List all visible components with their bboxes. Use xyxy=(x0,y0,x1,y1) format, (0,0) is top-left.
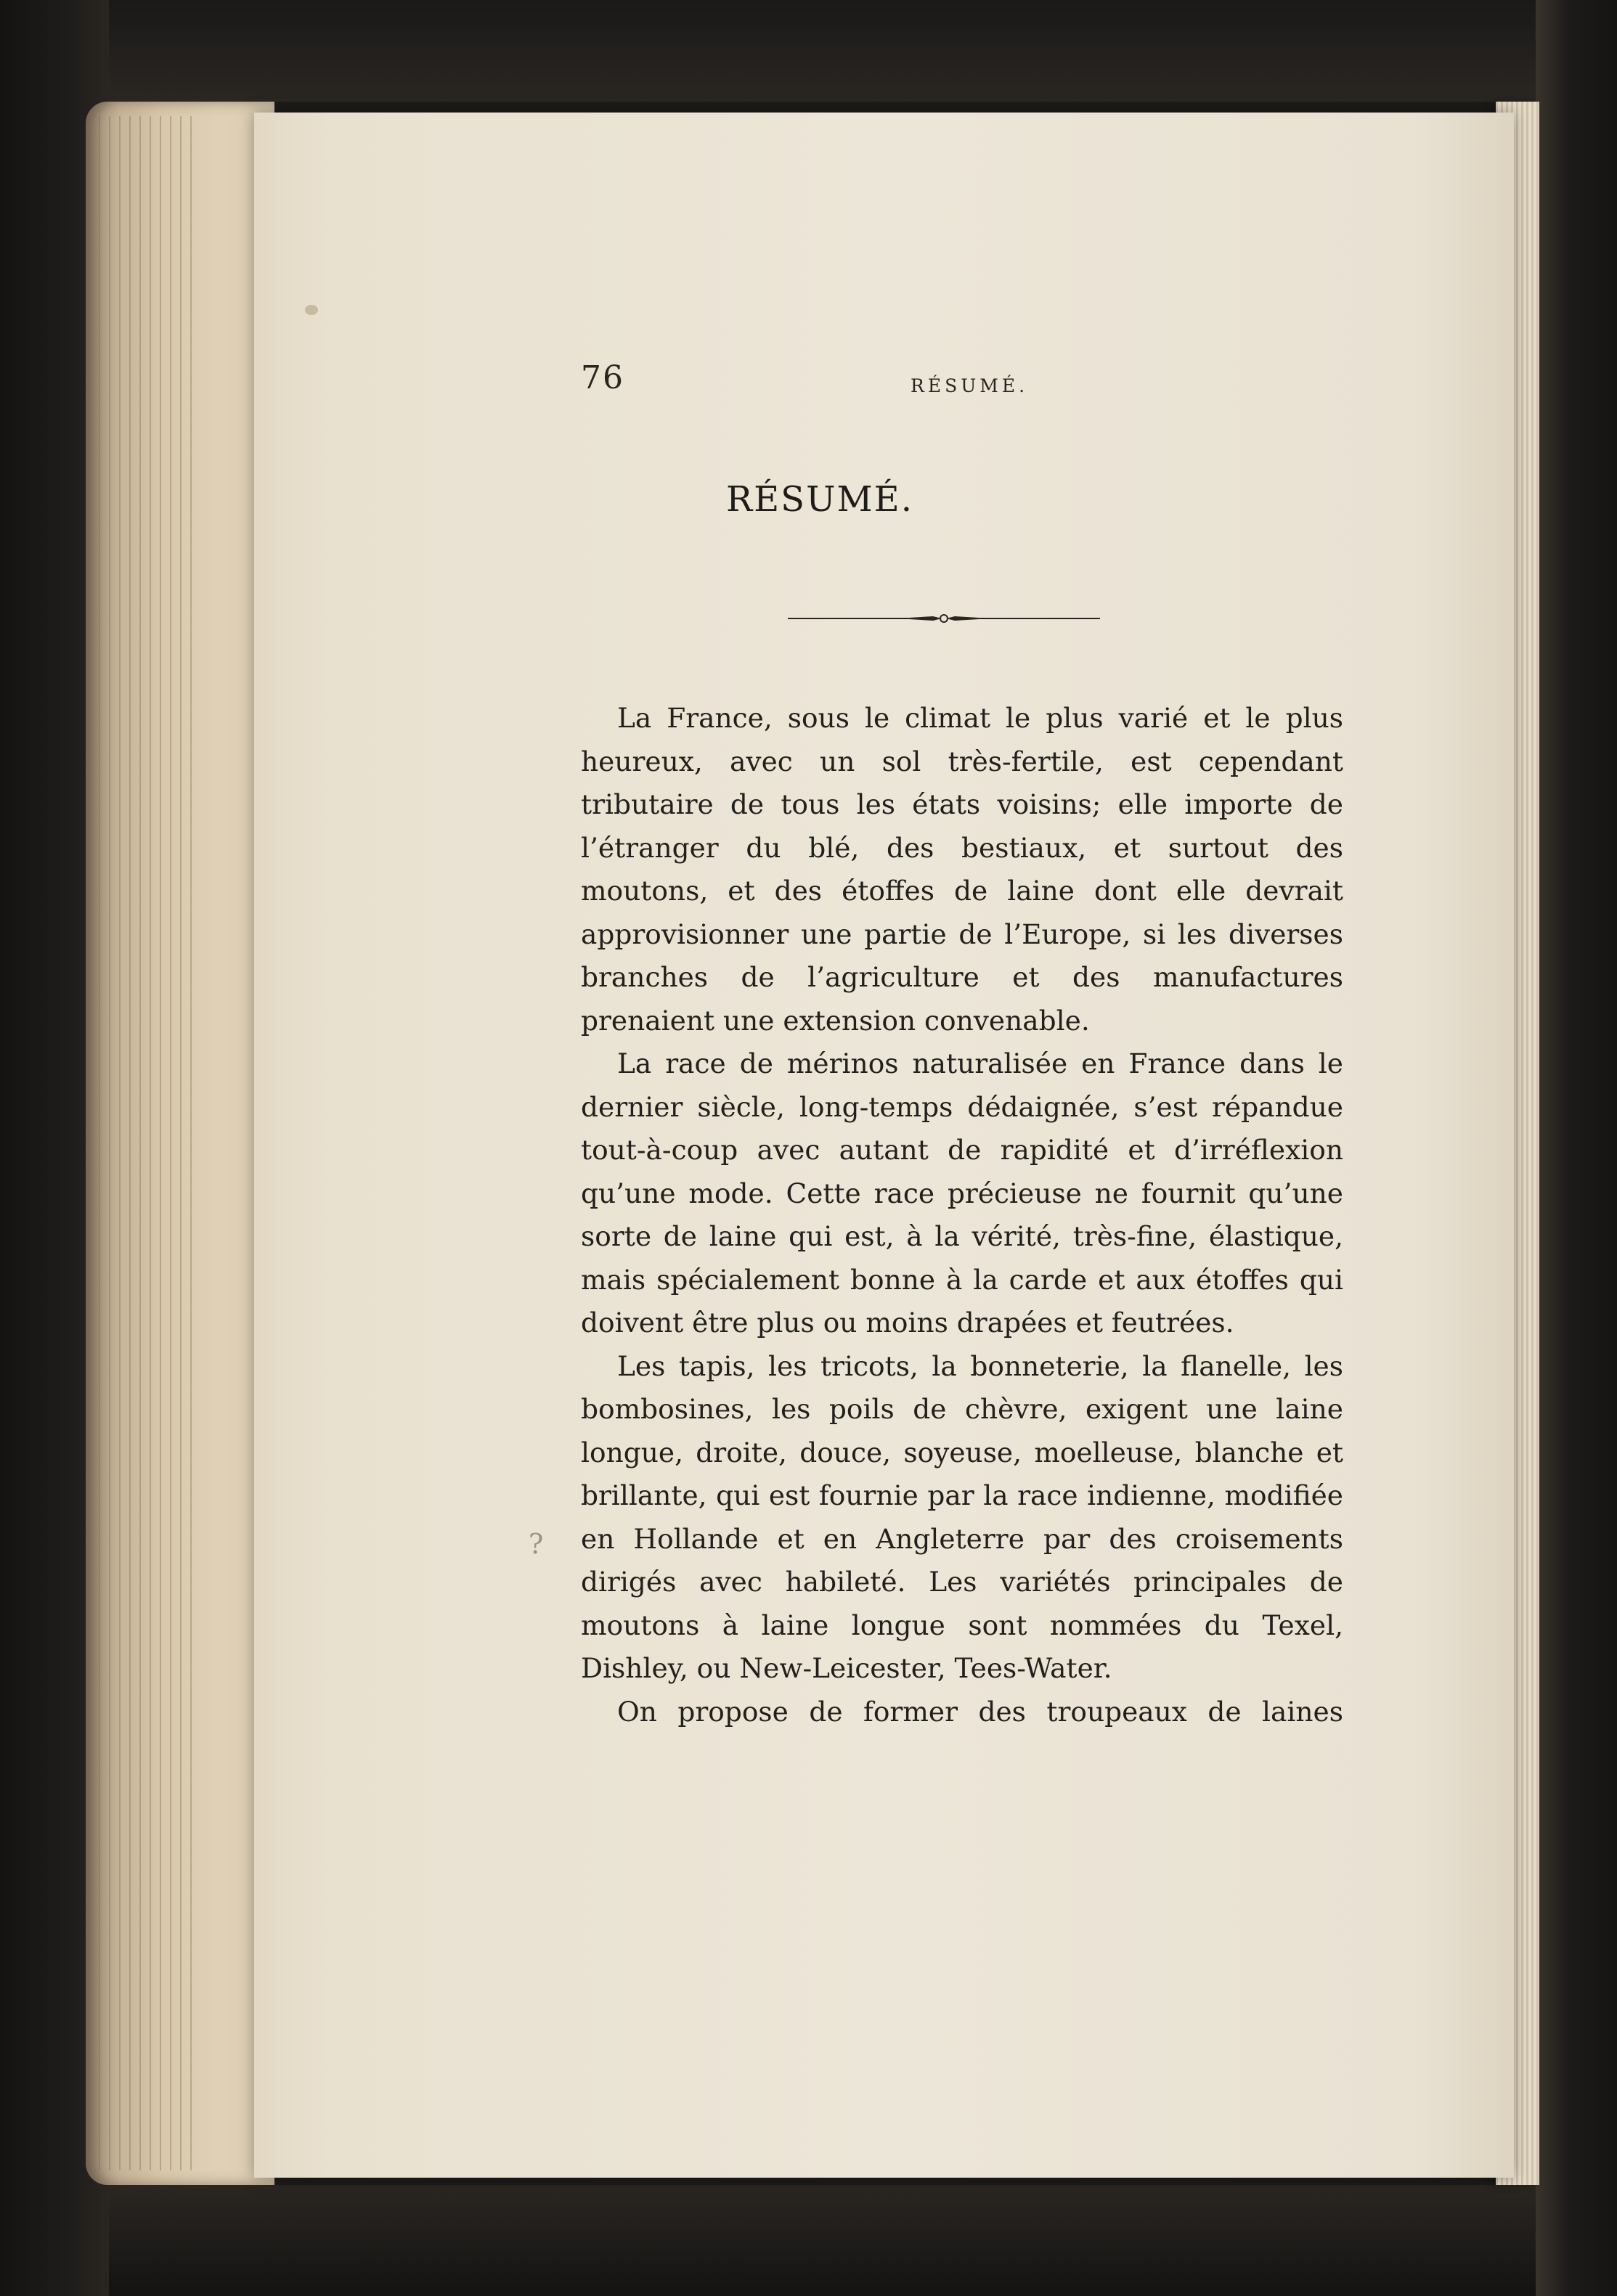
body-text xyxy=(581,697,1343,1733)
ornamental-rule xyxy=(788,610,1100,627)
running-head xyxy=(581,359,1336,403)
paragraph: On propose de former des troupeaux de laines xyxy=(617,1695,1343,1728)
page-edges-left xyxy=(86,102,274,2185)
paper-stain xyxy=(305,305,318,315)
book-spine-right xyxy=(1536,0,1617,2296)
section-title: RÉSUMÉ. xyxy=(726,479,913,520)
background-bottom xyxy=(109,2185,1539,2296)
paragraph: La race de mérinos naturalisée en France dans le dernier siècle, long-temps dédaignée, s’est répandue tout-à-coup avec autant de rapidité et d’irréflexion qu’une mode. Cette race précieuse ne fournit qu’une sorte de laine qui est, à la vérité, très-fine, élastique, mais spécialement bonne à la carde et aux étoffes qui doivent être plus ou moins drapées et feutrées. xyxy=(581,1047,1343,1339)
running-title: RÉSUMÉ. xyxy=(911,375,1029,396)
paragraph: La France, sous le climat le plus varié et le plus heureux, avec un sol très-fertile, est cependant tributaire de tous les états voisins; elle importe de l’étranger du blé, des bestiaux, et surtout des moutons, et des étoffes de laine dont elle devrait approvisionner une partie de l’Europe, si les diverses branches de l’agriculture et des manufactures prenaient une extension convenable. xyxy=(581,702,1343,1037)
paragraph: Les tapis, les tricots, la bonneterie, la flanelle, les bombosines, les poils de chèvre, exigent une laine longue, droite, douce, soyeuse, moelleuse, blanche et brillante, qui est fournie par la race indienne, modifiée en Hollande et en Angleterre par des croisements dirigés avec habileté. Les variétés principales de moutons à laine longue sont nommées du Texel, Dishley, ou New-Leicester, Tees-Water. xyxy=(581,1349,1343,1684)
margin-pencil-mark: ? xyxy=(529,1528,544,1560)
page-number: 76 xyxy=(581,359,624,396)
background-top xyxy=(109,0,1539,102)
